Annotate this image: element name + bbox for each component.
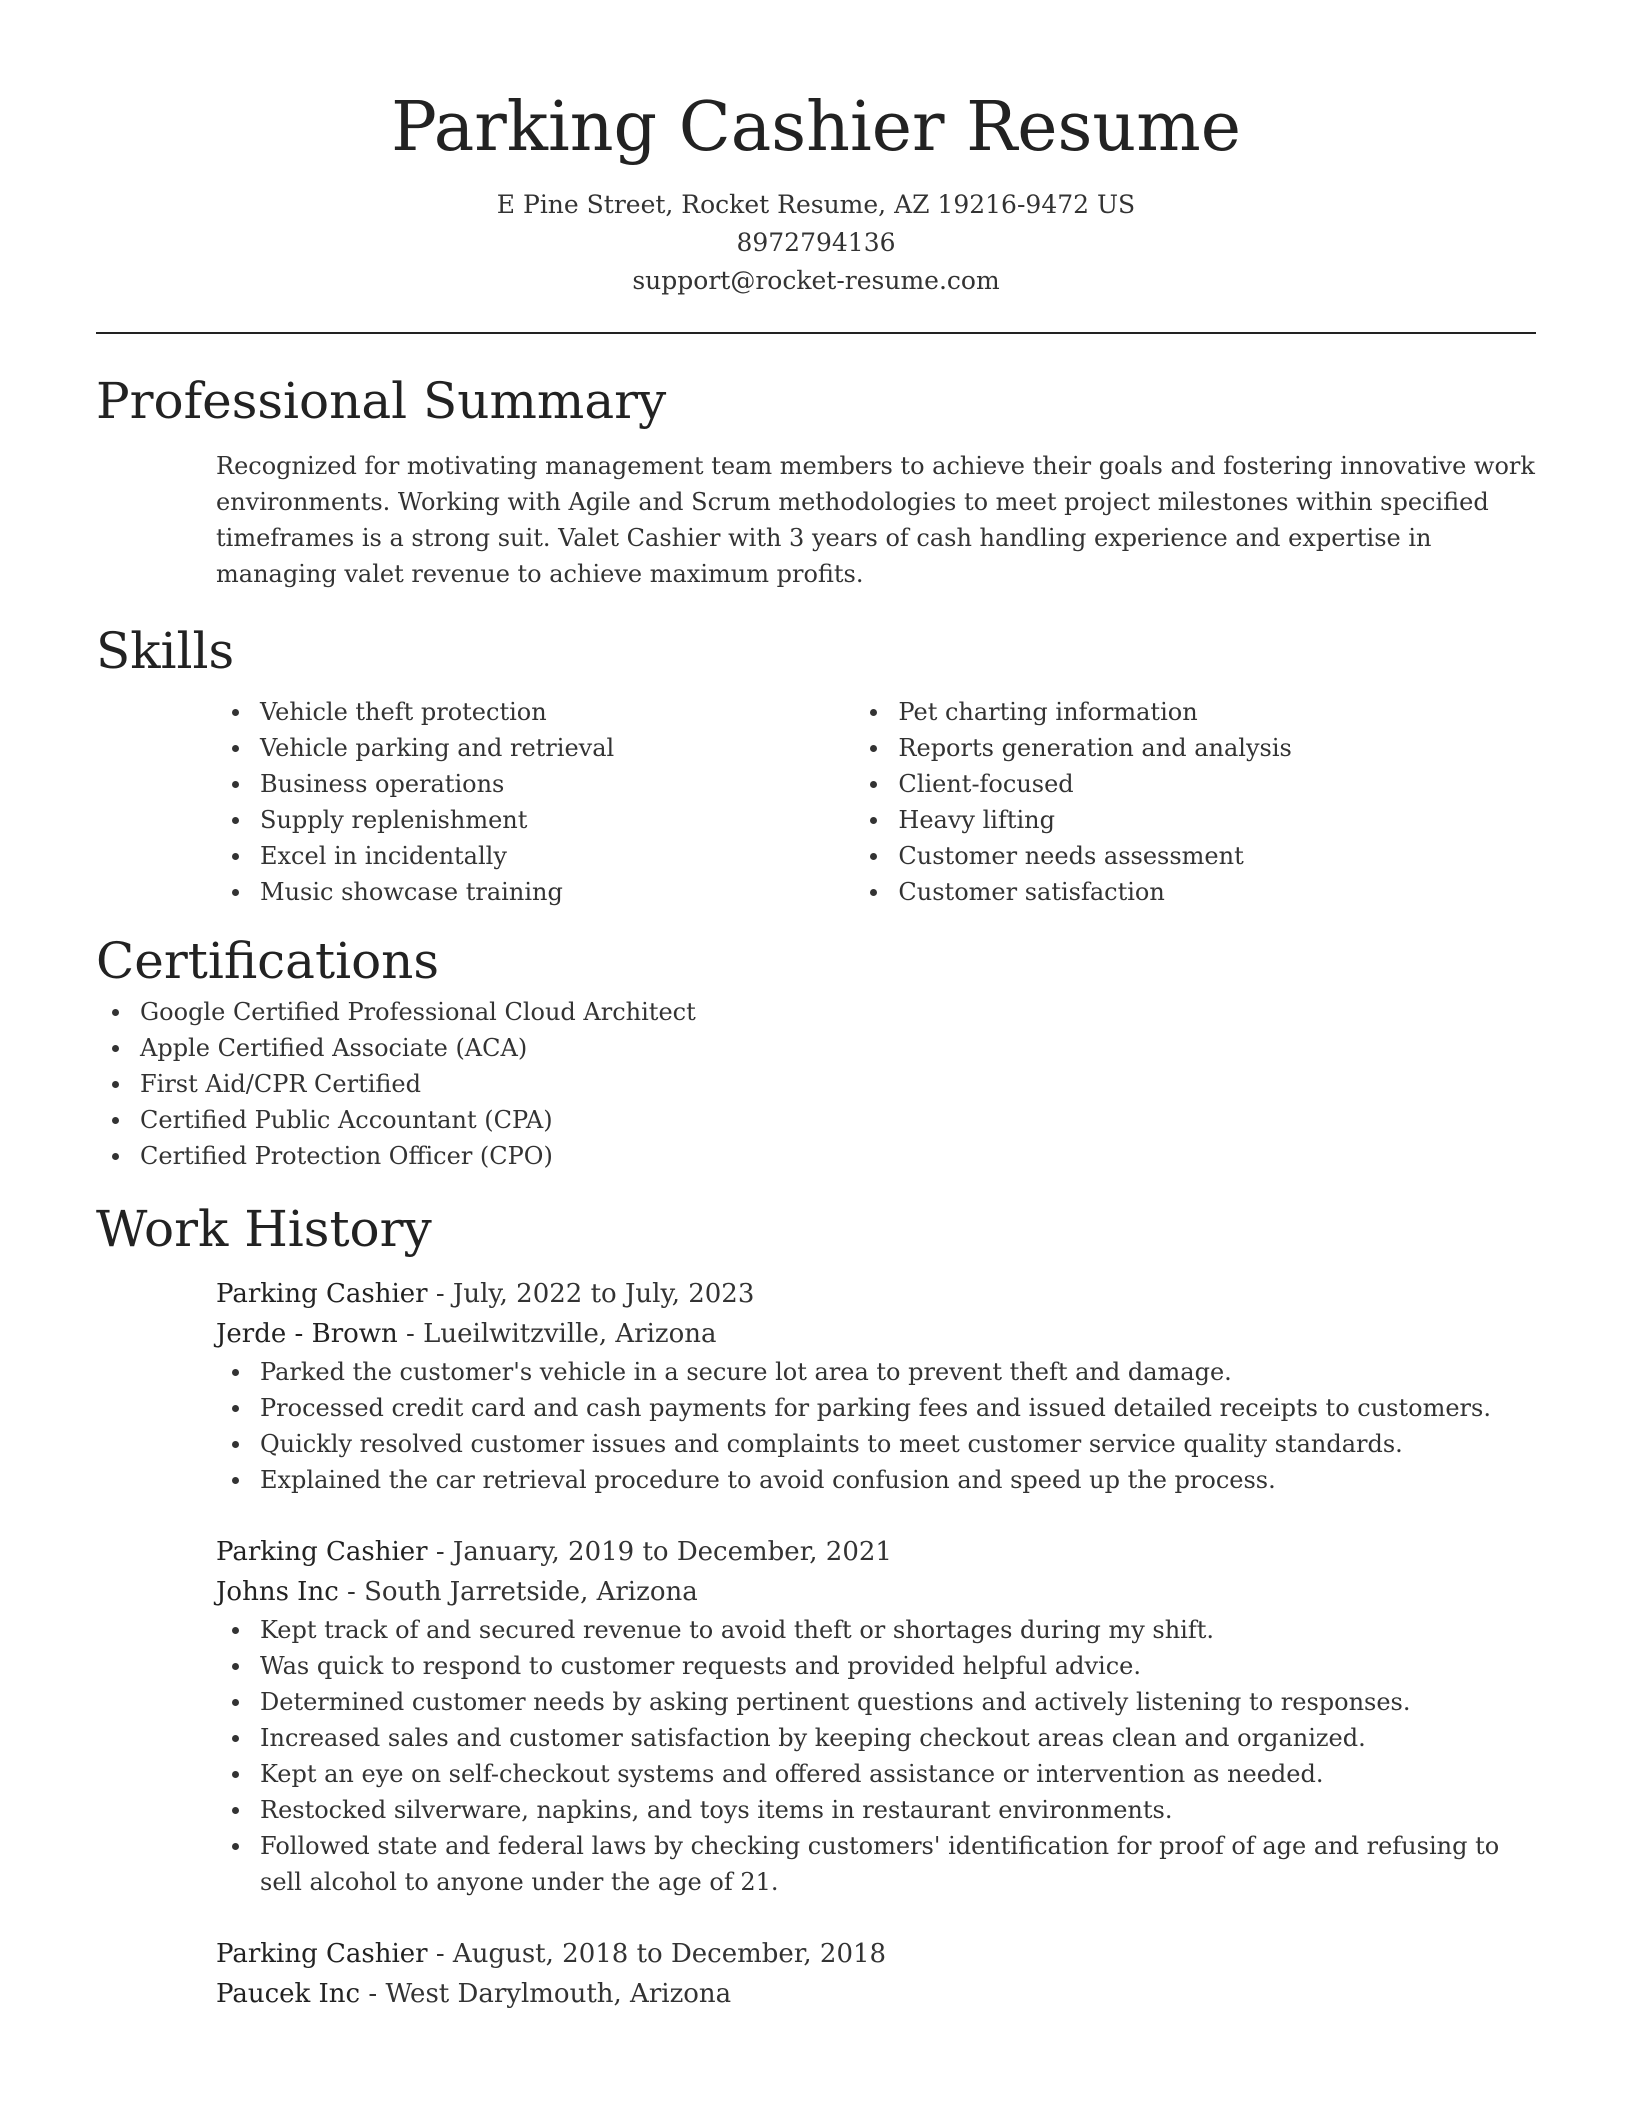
skill-item: Reports generation and analysis <box>898 730 1536 766</box>
skill-item: Supply replenishment <box>260 802 854 838</box>
job-duty: Restocked silverware, napkins, and toys items in restaurant environments. <box>260 1792 1536 1828</box>
contact-phone: 8972794136 <box>736 228 896 257</box>
job-dates: July, 2022 to July, 2023 <box>452 1279 755 1309</box>
skill-item: Customer satisfaction <box>898 874 1536 910</box>
work-history-heading: Work History <box>96 1200 432 1258</box>
job-duty: Followed state and federal laws by checking customers' identification for proof of age and refusing to sell alcohol to anyone under the age of 21. <box>260 1828 1536 1900</box>
job-duty: Kept an eye on self-checkout systems and offered assistance or intervention as needed. <box>260 1756 1536 1792</box>
job-location: Lueilwitzville, Arizona <box>423 1319 717 1349</box>
certifications-section <box>96 928 1536 1174</box>
job-company: Jerde - Brown <box>216 1319 398 1349</box>
certification-item: Certified Public Accountant (CPA) <box>140 1102 1536 1138</box>
skill-item: Customer needs assessment <box>898 838 1536 874</box>
job-title-line: Parking Cashier - August, 2018 to December, 2018 <box>216 1939 887 1969</box>
job-entry <box>216 1934 1536 2014</box>
job-entry <box>216 1532 1536 1900</box>
job-company: Johns Inc <box>216 1577 339 1607</box>
resume-page <box>96 0 1536 2014</box>
skills-columns <box>216 694 1536 910</box>
resume-title: Parking Cashier Resume <box>391 88 1241 167</box>
skills-list-right <box>854 694 1536 910</box>
job-duties-list <box>216 1612 1536 1900</box>
skills-section <box>96 618 1536 910</box>
job-company-line: Paucek Inc - West Darylmouth, Arizona <box>216 1979 732 2009</box>
skill-item: Vehicle parking and retrieval <box>260 730 854 766</box>
contact-address: E Pine Street, Rocket Resume, AZ 19216-9472 US <box>496 190 1136 219</box>
certification-item: Google Certified Professional Cloud Architect <box>140 994 1536 1030</box>
skill-item: Client-focused <box>898 766 1536 802</box>
job-dates: January, 2019 to December, 2021 <box>452 1537 892 1567</box>
summary-heading: Professional Summary <box>96 372 667 430</box>
skill-item: Heavy lifting <box>898 802 1536 838</box>
certifications-heading: Certifications <box>96 932 440 990</box>
job-duty: Explained the car retrieval procedure to avoid confusion and speed up the process. <box>260 1462 1536 1498</box>
skills-list-left <box>216 694 854 910</box>
job-location: South Jarretside, Arizona <box>364 1577 698 1607</box>
skill-item: Business operations <box>260 766 854 802</box>
certification-item: Certified Protection Officer (CPO) <box>140 1138 1536 1174</box>
job-company-line: Jerde - Brown - Lueilwitzville, Arizona <box>216 1319 717 1349</box>
skills-heading: Skills <box>96 622 235 680</box>
job-entry <box>216 1274 1536 1498</box>
skill-item: Excel in incidentally <box>260 838 854 874</box>
job-location: West Darylmouth, Arizona <box>385 1979 732 2009</box>
contact-info <box>96 186 1536 300</box>
job-title-line: Parking Cashier - July, 2022 to July, 2023 <box>216 1279 755 1309</box>
job-duty: Processed credit card and cash payments for parking fees and issued detailed receipts to customers. <box>260 1390 1536 1426</box>
summary-text: Recognized for motivating management team members to achieve their goals and fostering innovative work environments. Working with Agile and Scrum methodologies to meet project milestones within specified timeframes is a strong suit. Valet Cashier with 3 years of cash handling experience and expertise in managing valet revenue to achieve maximum profits. <box>216 452 1535 588</box>
job-title: Parking Cashier <box>216 1939 428 1969</box>
job-duties-list <box>216 1354 1536 1498</box>
summary-section <box>96 368 1536 592</box>
skill-item: Pet charting information <box>898 694 1536 730</box>
job-dates: August, 2018 to December, 2018 <box>452 1939 887 1969</box>
job-duty: Parked the customer's vehicle in a secure lot area to prevent theft and damage. <box>260 1354 1536 1390</box>
certification-item: First Aid/CPR Certified <box>140 1066 1536 1102</box>
header-divider <box>96 332 1536 334</box>
job-duty: Kept track of and secured revenue to avoid theft or shortages during my shift. <box>260 1612 1536 1648</box>
job-title: Parking Cashier <box>216 1279 428 1309</box>
resume-header <box>96 0 1536 300</box>
job-company-line: Johns Inc - South Jarretside, Arizona <box>216 1577 698 1607</box>
skill-item: Music showcase training <box>260 874 854 910</box>
job-duty: Was quick to respond to customer requests and provided helpful advice. <box>260 1648 1536 1684</box>
certification-item: Apple Certified Associate (ACA) <box>140 1030 1536 1066</box>
skill-item: Vehicle theft protection <box>260 694 854 730</box>
job-title: Parking Cashier <box>216 1537 428 1567</box>
job-company: Paucek Inc <box>216 1979 361 2009</box>
job-duty: Determined customer needs by asking pertinent questions and actively listening to responses. <box>260 1684 1536 1720</box>
work-history-section <box>96 1196 1536 2014</box>
job-duty: Increased sales and customer satisfaction by keeping checkout areas clean and organized. <box>260 1720 1536 1756</box>
certifications-list <box>96 994 1536 1174</box>
job-title-line: Parking Cashier - January, 2019 to December, 2021 <box>216 1537 892 1567</box>
contact-email: support@rocket-resume.com <box>632 266 1000 295</box>
job-duty: Quickly resolved customer issues and complaints to meet customer service quality standards. <box>260 1426 1536 1462</box>
